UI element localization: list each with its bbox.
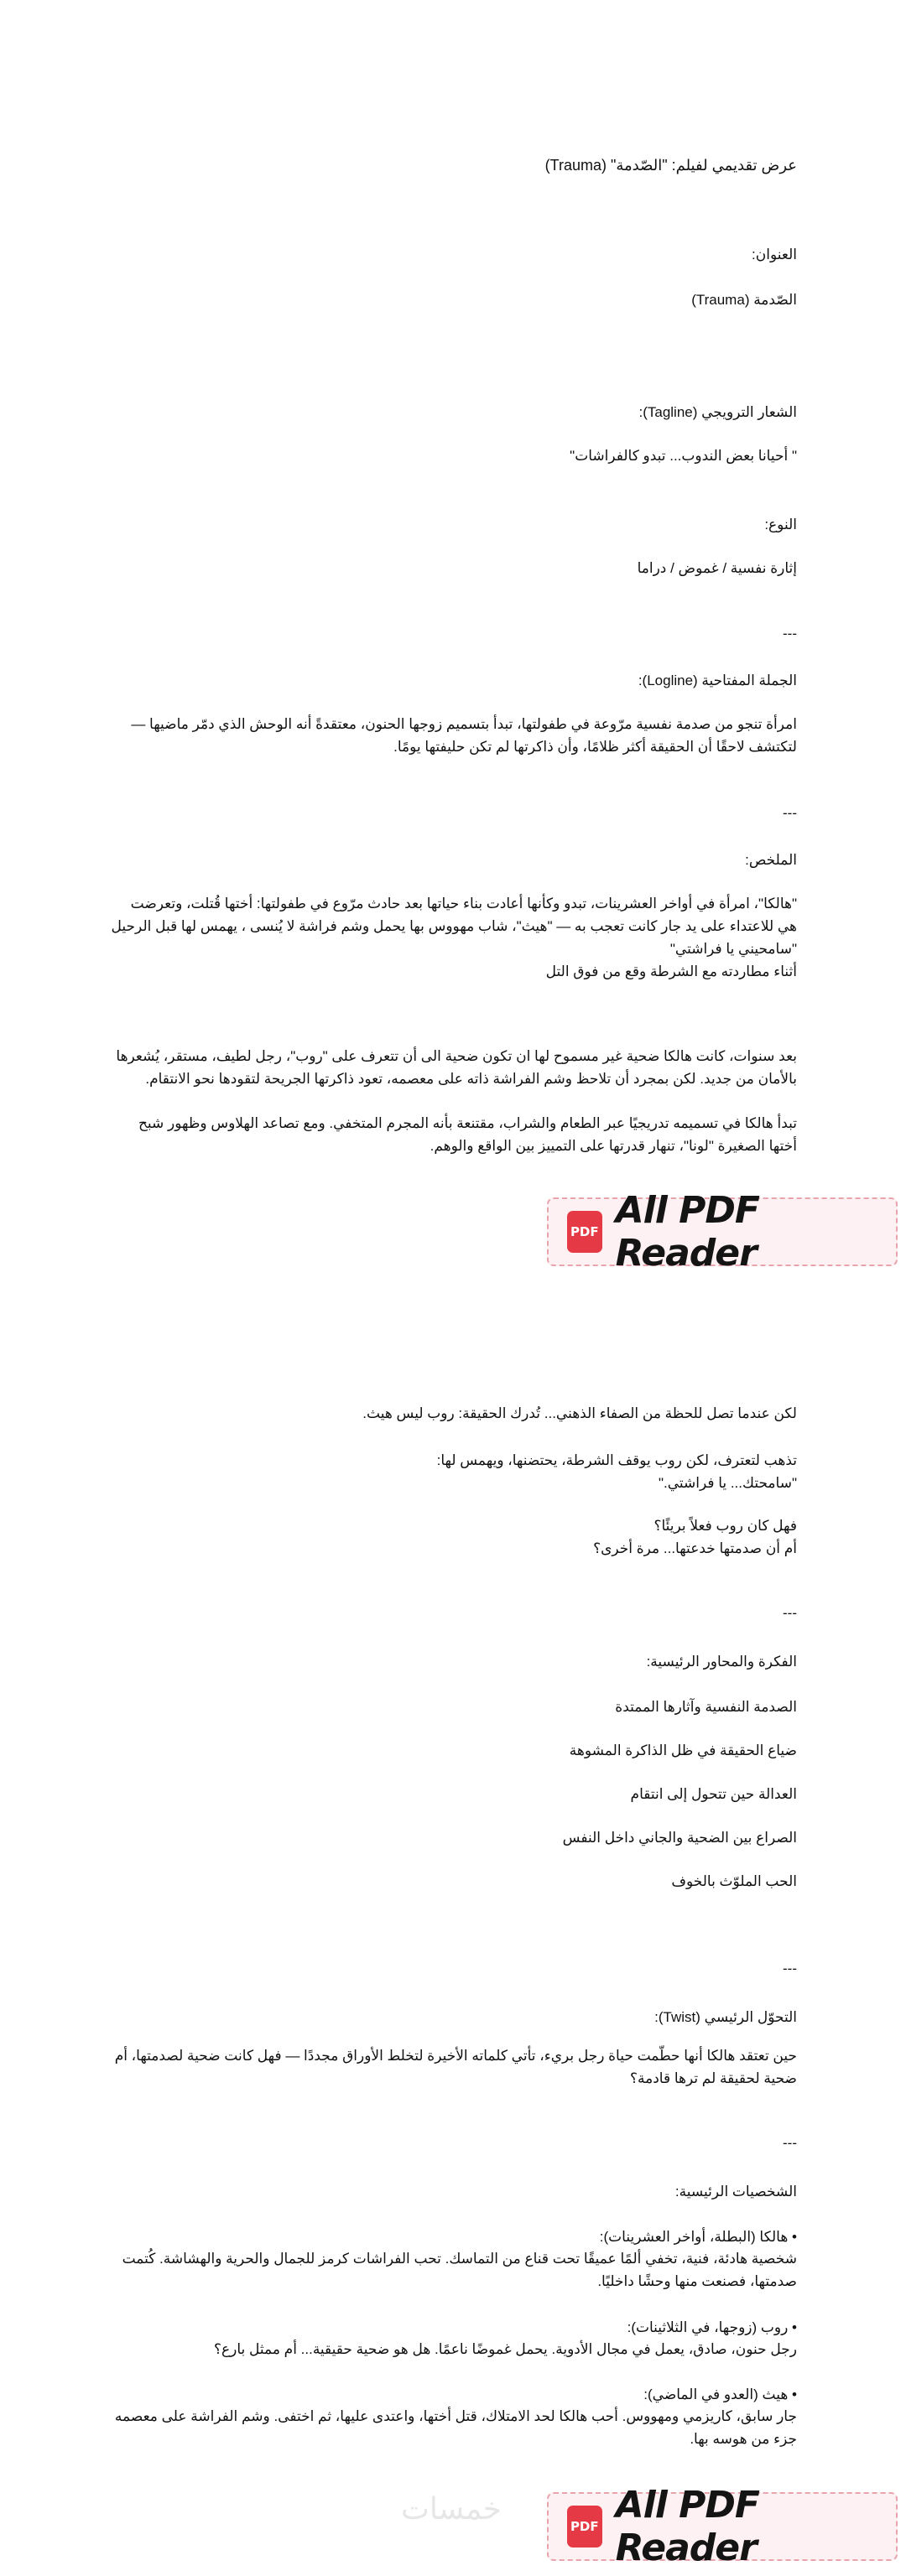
character-name: • هيث (العدو في الماضي): (643, 2386, 797, 2402)
logline-label: الجملة المفتاحية (Logline): (638, 673, 797, 688)
summary-label: الملخص: (745, 852, 797, 868)
title-value: الصّدمة (Trauma) (691, 292, 797, 308)
character-description: جار سابق، كاريزمي ومهووس. أحب هالكا لحد الامتلاك، قتل أختها، واعتدى عليها، ثم اختفى. وشم الفراشة على معصمه جزء من هوسه بها. (111, 2408, 797, 2447)
pdf-reader-badge[interactable] (547, 2484, 898, 2569)
paragraph-question: فهل كان روب فعلاً بريئًا؟ أم أن صدمتها خدعتها... مرة أخرى؟ (593, 1518, 797, 1556)
document-heading: عرض تقديمي لفيلم: "الصّدمة" (Trauma) (544, 157, 797, 174)
summary-paragraph-1: "هالكا"، امرأة في أواخر العشرينات، تبدو وكأنها أعادت بناء حياتها بعد حادث مرّوع في طفولتها: أختها قُتلت، وتعرضت هي للاعتداء على يد جار كانت تعجب به — "هيث"، شاب مهووس بها يحمل وشم فراشة لا يُنسى ، يهمس لها قبل الرحيل "سامحيني يا فراشتي" أثناء مطاردته مع الشرطة وقع من فوق التل (111, 896, 797, 979)
theme-item: الصدمة النفسية وآثارها الممتدة (615, 1699, 797, 1715)
character-name: • روب (زوجها، في الثلاثينات): (627, 2319, 797, 2335)
character-description: شخصية هادئة، فنية، تخفي ألمًا عميقًا تحت قناع من التماسك. تحب الفراشات كرمز للجمال والحرية والهشاشة. كُتمت صدمتها، فصنعت منها وحشًا داخليًا. (117, 2251, 797, 2289)
divider: --- (783, 805, 797, 821)
title-label: العنوان: (752, 247, 797, 262)
divider: --- (783, 1961, 797, 1976)
summary-paragraph-3: تبدأ هالكا في تسميمه تدريجيًا عبر الطعام والشراب، مقتنعة بأنه المجرم المتخفي. ومع تصاعد الهلاوس وظهور شبح أختها الصغيرة "لونا"، تنهار قدرتها على التمييز بين الواقع والوهم. (134, 1115, 797, 1154)
summary-paragraph-2: بعد سنوات، كانت هالكا ضحية غير مسموح لها ان تكون ضحية الى أن تتعرف على "روب"، رجل لطيف، مستقر، يُشعرها بالأمان من جديد. لكن بمجرد أن تلاحظ وشم الفراشة ذاته على معصمه، تعود ذاكرتها الجريحة لتقودها نحو الانتقام. (112, 1048, 797, 1087)
document-page-2 (0, 1325, 906, 2576)
pdf-reader-brand: All PDF Reader (615, 2484, 759, 2569)
paragraph-confession: تذهب لتعترف، لكن روب يوقف الشرطة، يحتضنها، ويهمس لها: "سامحتك... يا فراشتي." (436, 1452, 797, 1491)
divider: --- (783, 2135, 797, 2151)
twist-text: حين تعتقد هالكا أنها حطّمت حياة رجل بريء، تأتي كلماته الأخيرة لتخلط الأوراق مجددًا — فهل كانت ضحية لصدمتها، أم ضحية لحقيقة لم ترها قادمة؟ (110, 2048, 797, 2086)
themes-label: الفكرة والمحاور الرئيسية: (646, 1654, 797, 1670)
theme-item: الصراع بين الضحية والجاني داخل النفس (562, 1830, 797, 1846)
tagline-value: " أحيانا بعض الندوب... تبدو كالفراشات" (570, 448, 797, 464)
twist-label: التحوّل الرئيسي (Twist): (654, 2009, 797, 2025)
logline-text: امرأة تنجو من صدمة نفسية مرّوعة في طفولتها، تبدأ بتسميم زوجها الحنون، معتقدةً أنه الوحش الذي دمّر ماضيها — لتكتشف لاحقًا أن الحقيقة أكثر ظلامًا، وأن ذاكرتها لم تكن حليفتها يومًا. (127, 716, 797, 755)
pdf-reader-brand: All PDF Reader (615, 1189, 759, 1275)
paragraph-realization: لكن عندما تصل للحظة من الصفاء الذهني... تُدرك الحقيقة: روب ليس هيث. (362, 1405, 797, 1421)
pdf-file-icon: PDF (567, 2506, 602, 2547)
theme-item: العدالة حين تتحول إلى انتقام (630, 1786, 797, 1802)
pdf-reader-badge[interactable] (547, 1189, 898, 1275)
theme-item: ضياع الحقيقة في ظل الذاكرة المشوهة (569, 1742, 797, 1758)
characters-label: الشخصيات الرئيسية: (674, 2184, 797, 2199)
character-name: • هالكا (البطلة، أواخر العشرينات): (599, 2229, 797, 2245)
divider: --- (783, 626, 797, 641)
genre-label: النوع: (764, 517, 797, 532)
tagline-label: الشعار الترويجي (Tagline): (638, 404, 797, 420)
document-page-1 (0, 0, 906, 1275)
character-description: رجل حنون، صادق، يعمل في مجال الأدوية. يحمل غموضًا ناعمًا. هل هو ضحية حقيقية... أم ممثل بارع؟ (214, 2341, 797, 2357)
pdf-file-icon: PDF (567, 1211, 602, 1253)
genre-value: إثارة نفسية / غموض / دراما (637, 560, 797, 576)
theme-item: الحب الملوّث بالخوف (671, 1873, 797, 1889)
watermark: خمسات (401, 2492, 502, 2527)
divider: --- (783, 1605, 797, 1621)
